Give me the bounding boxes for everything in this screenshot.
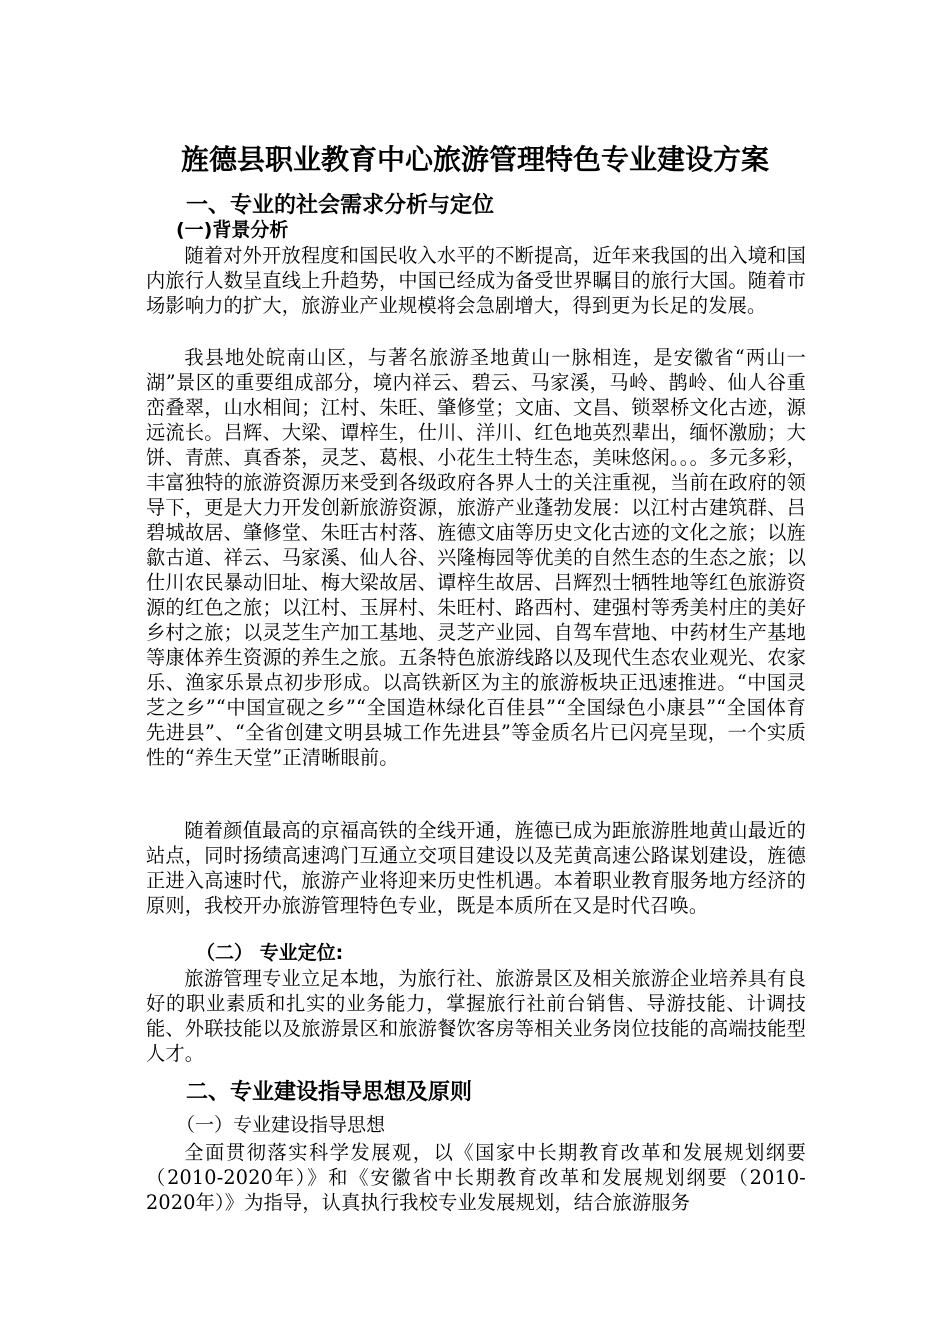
document-title: 旌德县职业教育中心旅游管理特色专业建设方案 xyxy=(180,143,769,176)
section-2-heading: 二、专业建设指导思想及原则 xyxy=(186,1080,473,1105)
section-1-heading: 一、专业的社会需求分析与定位 xyxy=(186,193,495,218)
section-1-2-heading: （二） 专业定位: xyxy=(196,942,344,964)
paragraph-background-1: 随着对外开放程度和国民收入水平的不断提高，近年来我国的出入境和国内旅行人数呈直线上升趋势，中国已经成为备受世界瞩目的旅行大国。随着市场影响力的扩大，旅游业产业规模将会急剧增大，得到更为长足的发展。 xyxy=(146,244,806,317)
section-1-1-heading: (一)背景分析 xyxy=(176,219,289,241)
paragraph-positioning: 旅游管理专业立足本地，为旅行社、旅游景区及相关旅游企业培养具有良好的职业素质和扎实的业务能力，掌握旅行社前台销售、导游技能、计调技能、外联技能以及旅游景区和旅游餐饮客房等相关业务岗位技能的高端技能型人才。 xyxy=(146,967,806,1065)
paragraph-guiding-ideology: 全面贯彻落实科学发展观，以《国家中长期教育改革和发展规划纲要（2010-2020年）》和《安徽省中长期教育改革和发展规划纲要（2010-2020年）》为指导，认真执行我校专业发展规划，结合旅游服务 xyxy=(146,1141,806,1214)
section-2-1-heading: （一）专业建设指导思想 xyxy=(176,1114,386,1136)
paragraph-background-3: 随着颜值最高的京福高铁的全线开通，旌德已成为距旅游胜地黄山最近的站点，同时扬绩高速鸿门互通立交项目建设以及芜黄高速公路谋划建设，旌德正进入高速时代，旅游产业将迎来历史性机遇。本着职业教育服务地方经济的原则，我校开办旅游管理特色专业，既是本质所在又是时代召唤。 xyxy=(146,819,806,917)
paragraph-background-2: 我县地处皖南山区，与著名旅游圣地黄山一脉相连，是安徽省“两山一湖”景区的重要组成部分，境内祥云、碧云、马家溪，马岭、鹊岭、仙人谷重峦叠翠，山水相间；江村、朱旺、肇修堂；文庙、文昌、锁翠桥文化古迹，源远流长。吕辉、大梁、谭梓生，仕川、洋川、红色地英烈辈出，缅怀激励；大饼、青蔗、真香茶，灵芝、葛根、小花生土特生态，美味悠闲。。。多元多彩，丰富独特的旅游资源历来受到各级政府各界人士的关注重视，当前在政府的领导下，更是大力开发创新旅游资源，旅游产业蓬勃发展：以江村古建筑群、吕碧城故居、肇修堂、朱旺古村落、旌德文庙等历史文化古迹的文化之旅；以旌歙古道、祥云、马家溪、仙人谷、兴隆梅园等优美的自然生态的生态之旅；以仕川农民暴动旧址、梅大梁故居、谭梓生故居、吕辉烈士牺牲地等红色旅游资源的红色之旅；以江村、玉屏村、朱旺村、路西村、建强村等秀美村庄的美好乡村之旅；以灵芝生产加工基地、灵芝产业园、自驾车营地、中药材生产基地等康体养生资源的养生之旅。五条特色旅游线路以及现代生态农业观光、农家乐、渔家乐景点初步形成。以高铁新区为主的旅游板块正迅速推进。“中国灵芝之乡”“中国宣砚之乡”“全国造林绿化百佳县”“全国绿色小康县”“全国体育先进县”、“全省创建文明县城工作先进县”等金质名片已闪亮呈现，一个实质性的“养生天堂”正清晰眼前。 xyxy=(146,346,806,769)
